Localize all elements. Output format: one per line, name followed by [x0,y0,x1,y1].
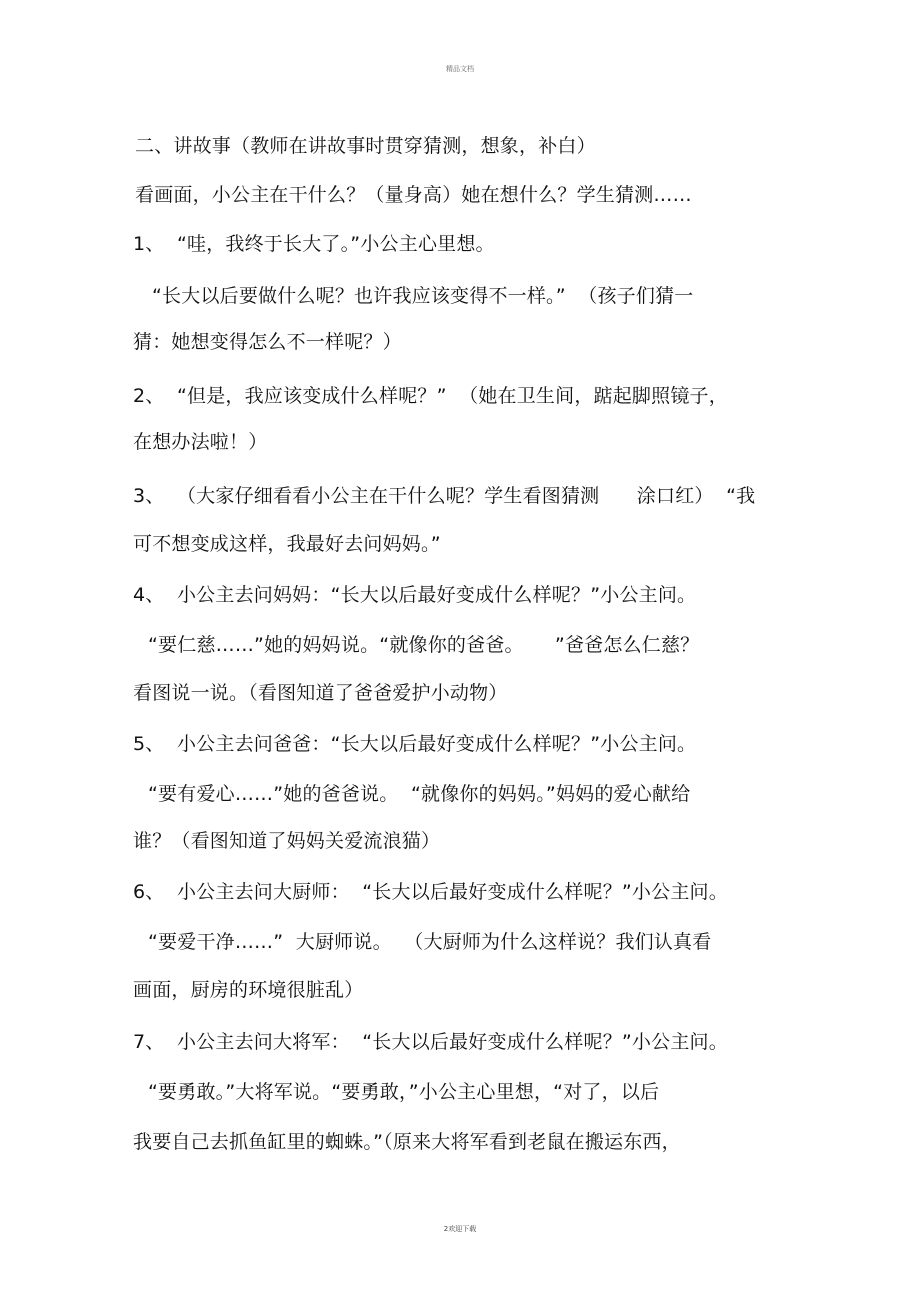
paragraph-line: 5、 小公主去问爸爸：“长大以后最好变成什么样呢？”小公主问。 [133,733,697,755]
paragraph-line: 2、 “但是，我应该变成什么样呢？” （她在卫生间，踮起脚照镜子， [133,385,728,407]
paragraph-line: “要有爱心……”她的爸爸说。 “就像你的妈妈。”妈妈的爱心献给 [148,783,691,805]
paragraph-line: “要勇敢。”大将军说。“要勇敢，”小公主心里想，“对了，以后 [148,1081,660,1103]
paragraph-line: 画面，厨房的环境很脏乱） [133,979,364,1001]
paragraph-line: “要爱干净……” 大厨师说。 （大厨师为什么这样说？我们认真看 [148,931,712,953]
paragraph-line: 在想办法啦！） [133,431,268,453]
section-heading: 二、讲故事（教师在讲故事时贯穿猜测，想象，补白） [135,135,596,157]
paragraph-line: 1、 “哇，我终于长大了。”小公主心里想。 [133,233,495,255]
paragraph-line: 猜：她想变得怎么不一样呢？） [133,331,402,353]
paragraph-line: 3、 （大家仔细看看小公主在干什么呢？学生看图猜测 涂口红） “我 [133,485,756,507]
paragraph-line: 看画面，小公主在干什么？（量身高）她在想什么？学生猜测…… [135,184,692,206]
page-header: 精品文档 [446,65,474,73]
paragraph-line: 7、 小公主去问大将军： “长大以后最好变成什么样呢？”小公主问。 [133,1031,728,1053]
paragraph-line: “要仁慈……”她的妈妈说。“就像你的爸爸。 ”爸爸怎么仁慈？ [148,634,700,656]
paragraph-line: “长大以后要做什么呢？也许我应该变得不一样。” （孩子们猜一 [152,285,694,307]
paragraph-line: 看图说一说。（看图知道了爸爸爱护小动物） [133,682,508,704]
paragraph-line: 可不想变成这样，我最好去问妈妈。” [133,533,441,555]
paragraph-line: 谁？（看图知道了妈妈关爱流浪猫） [133,830,441,852]
paragraph-line: 6、 小公主去问大厨师： “长大以后最好变成什么样呢？”小公主问。 [133,881,728,903]
paragraph-line: 我要自己去抓鱼缸里的蜘蛛。”（原来大将军看到老鼠在搬运东西， [133,1131,681,1153]
page-footer: 2欢迎下载 [443,1225,477,1233]
paragraph-line: 4、 小公主去问妈妈：“长大以后最好变成什么样呢？”小公主问。 [133,584,697,606]
